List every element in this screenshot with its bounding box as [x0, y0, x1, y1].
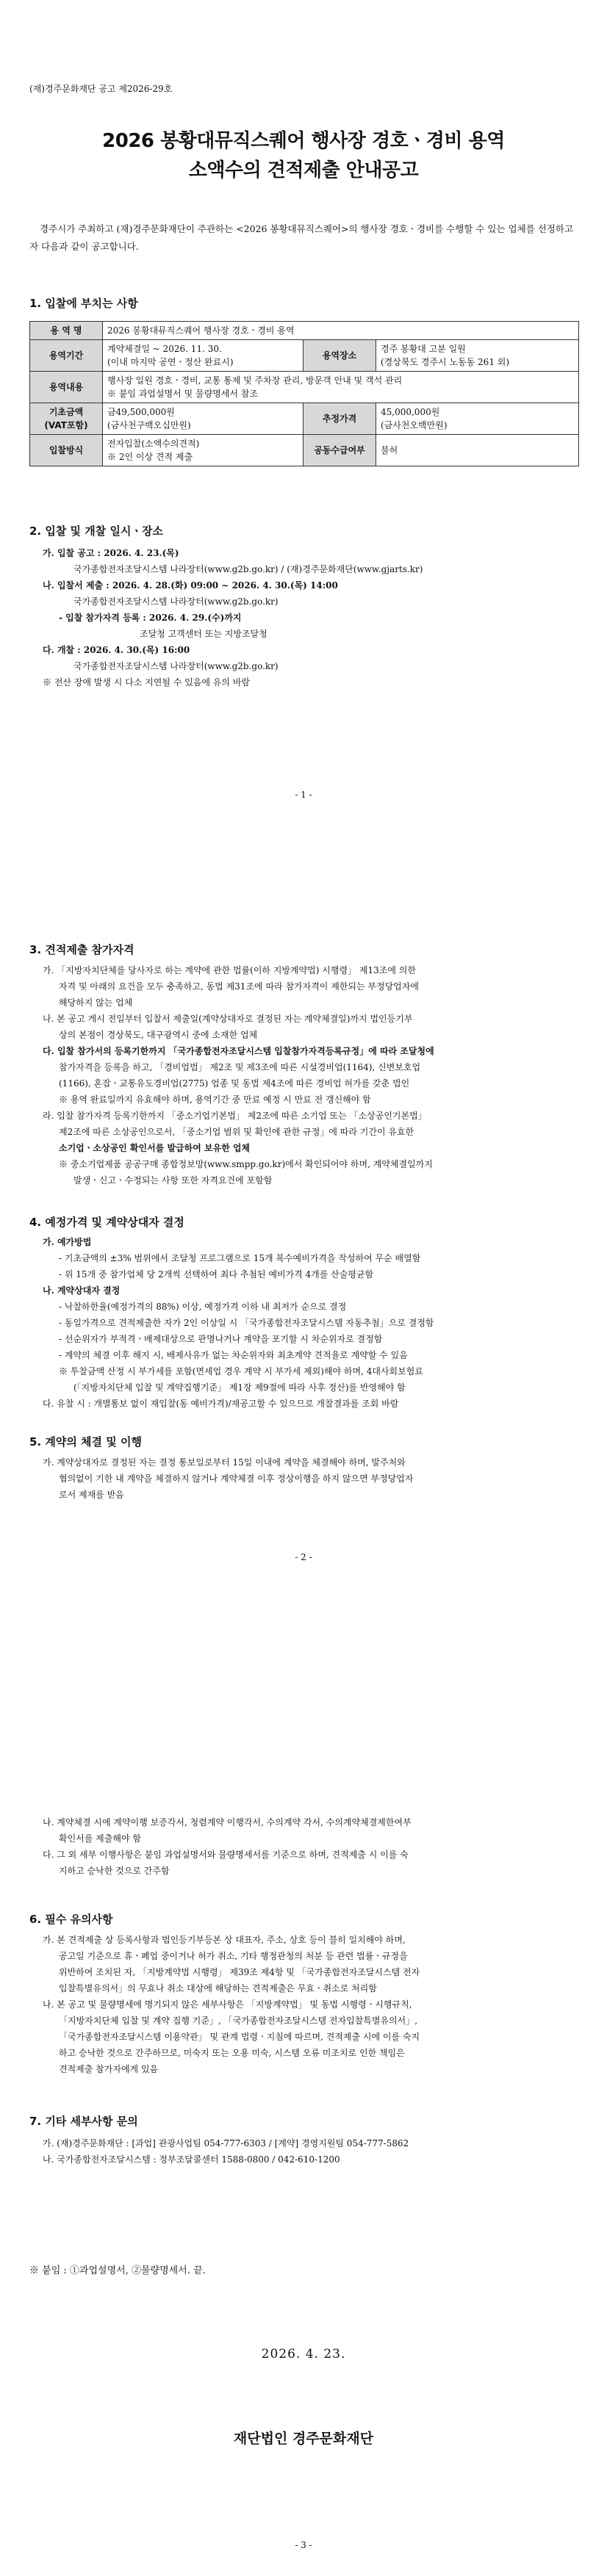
cell-line: 행사장 일원 경호ㆍ경비, 교통 통제 및 주차장 관리, 방문객 안내 및 객석 관리 [107, 375, 403, 386]
table-row [30, 372, 579, 403]
list-item: 가. 예가방법 [43, 1237, 92, 1247]
list-item: 「지방자치단체 입찰 및 계약 집행 기준」, 「국가종합전자조달시스템 전자입찰특별유의서」, [59, 2016, 418, 2026]
list-item: 참가자격을 등록을 하고, 「경비업법」 제2조 및 제3조에 따른 시설경비업(1164), 신변보호업 [59, 1062, 421, 1072]
table-header: 입찰방식 [30, 435, 103, 466]
list-item: 해당하지 않는 업체 [59, 997, 133, 1008]
organization-name: 재단법인 경주문화재단 [233, 2431, 374, 2447]
list-item: 가. 입찰 공고 : 2026. 4. 23.(목) [43, 548, 179, 558]
page-number: - 3 - [295, 2540, 312, 2550]
section-5-body [29, 1454, 578, 1503]
table-header: 용역장소 [304, 340, 376, 372]
list-item: - 낙찰하한율(예정가격의 88%) 이상, 예정가격 이하 내 최저가 순으로 결정 [59, 1302, 347, 1312]
section-4-heading: 4. 예정가격 및 계약상대자 결정 [29, 1216, 184, 1229]
note: ※ 투찰금액 산정 시 부가세를 포함(면세업 경우 계약 시 부가세 제외)해야 하며, 4대사회보험료 [59, 1366, 423, 1377]
table-row [30, 403, 579, 435]
list-item: 나. 계약상대자 결정 [43, 1285, 121, 1296]
page-number: - 1 - [295, 790, 312, 800]
list-item: 공고일 기준으로 휴ㆍ폐업 중이거나 허가 취소, 기타 행정관청의 처분 등 관련 법률ㆍ규정을 [59, 1951, 408, 1961]
section-3-heading: 3. 견적제출 참가자격 [29, 943, 134, 956]
cell-line: (금사천오백만원) [381, 420, 448, 430]
note: ※ 용역 완료일까지 유효해야 하며, 용역기간 중 만료 예정 시 만료 전 갱신해야 함 [59, 1094, 371, 1105]
note: ※ 중소기업제품 공공구매 종합정보망(www.smpp.go.kr)에서 확인되어야 하며, 계약체결일까지 [59, 1159, 433, 1169]
section-2-body [29, 545, 578, 690]
table-cell [376, 403, 579, 435]
list-item: 국가종합전자조달시스템 나라장터(www.g2b.go.kr) / (재)경주문화재단(www.gjarts.kr) [73, 564, 423, 574]
section-6-body [29, 1932, 578, 2077]
list-item: 하고 승낙한 것으로 간주하므로, 미숙지 또는 오용 미숙, 시스템 오류 미조치로 인한 책임은 [59, 2048, 405, 2058]
section-2-heading: 2. 입찰 및 개찰 일시ㆍ장소 [29, 524, 163, 538]
list-item: 다. 개찰 : 2026. 4. 30.(목) 16:00 [43, 645, 190, 655]
section-5-heading: 5. 계약의 체결 및 이행 [29, 1435, 142, 1448]
table-row [30, 322, 579, 340]
cell-line: (금사천구백오십만원) [107, 420, 191, 430]
section-3-body [29, 962, 578, 1188]
list-item: (1166), 혼잡ㆍ교통유도경비업(2775) 업종 및 동법 제4조에 따른 경비업 허가를 갖춘 법인 [59, 1078, 410, 1089]
issue-date: 2026. 4. 23. [261, 2347, 346, 2362]
cell-line: ※ 2인 이상 견적 제출 [107, 452, 193, 462]
list-item: 다. 유찰 시 : 개별통보 없이 재입찰(동 예비가격)/재공고할 수 있으므로 개찰결과를 조회 바람 [43, 1399, 399, 1409]
list-item: 국가종합전자조달시스템 나라장터(www.g2b.go.kr) [73, 596, 279, 607]
list-item: 위반하여 조치된 자, 「지방계약법 시행령」 제39조 제4항 및 「국가종합전자조달시스템 전자 [59, 1967, 420, 1977]
table-cell [103, 403, 304, 435]
list-item: 가. 「지방자치단체를 당사자로 하는 계약에 관한 법률(이하 지방계약법) 시행령」 제13조에 의한 [43, 965, 416, 975]
table-cell [103, 372, 579, 403]
list-item: 나. 입찰서 제출 : 2026. 4. 28.(화) 09:00 ~ 2026. 4. 30.(목) 14:00 [43, 580, 338, 591]
list-item: 나. 본 공고 및 물량명세에 명기되지 않은 세부사항은 「지방계약법」 및 동법 시행령ㆍ시행규칙, [43, 1999, 412, 2010]
table-header: 용역기간 [30, 340, 103, 372]
list-item: - 위 15개 중 참가업체 당 2개씩 선택하여 최다 추첨된 예비가격 4개를 산술평균함 [59, 1269, 374, 1280]
list-item: 나. 계약체결 시에 계약이행 보증각서, 청렴계약 이행각서, 수의계약 각서, 수의계약체결제한여부 [43, 1817, 412, 1828]
note: ※ 전산 장애 발생 시 다소 지연될 수 있음에 유의 바람 [43, 677, 250, 688]
section-7-heading: 7. 기타 세부사항 문의 [29, 2115, 138, 2128]
section-5-continued [29, 1814, 578, 1879]
cell-line: 계약체결일 ~ 2026. 11. 30. [107, 344, 222, 354]
cell-line: (이내 마지막 공연ㆍ정산 완료시) [107, 357, 234, 367]
table-cell [376, 340, 579, 372]
list-item: 나. 본 공고 게시 전일부터 입찰서 제출일(계약상대자로 결정된 자는 계약체결일)까지 법인등기부 [43, 1014, 413, 1024]
table-row [30, 340, 579, 372]
list-item: 나. 국가종합전자조달시스템 : 정부조달콜센터 1588-0800 / 042-610-1200 [43, 2154, 340, 2165]
list-item: 가. (재)경주문화재단 : [과업] 관광사업팀 054-777-6303 / [계약] 경영지원팀 054-777-5862 [43, 2138, 409, 2149]
attachment-note: ※ 붙임 : ①과업설명서, ②물량명세서. 끝. [29, 2265, 206, 2276]
list-item: 라. 입찰 참가자격 등록기한까지 「중소기업기본법」 제2조에 따른 소기업 또는 「소상공인기본법」 [43, 1111, 427, 1121]
page-title [0, 126, 607, 185]
list-item: 가. 본 견적제출 상 등록사항과 법인등기부등본 상 대표자, 주소, 상호 등이 블히 일치해야 하며, [43, 1935, 406, 1945]
note: (「지방자치단체 입찰 및 계약집행기준」 제1장 제9절에 따라 사후 정산)를 반영해야 함 [73, 1382, 406, 1393]
table-header: 용역내용 [30, 372, 103, 403]
notice-number: (재)경주문화재단 공고 제2026-29호 [29, 84, 173, 94]
list-item: 입찰특별유의서」의 무효나 취소 대상에 해당하는 견적제출은 무효ㆍ취소로 처리함 [59, 1983, 377, 1994]
info-table [29, 321, 579, 466]
title-line-2: 소액수의 견적제출 안내공고 [188, 159, 419, 181]
intro-paragraph: 경주시가 주최하고 (재)경주문화재단이 주관하는 <2026 봉황대뮤직스퀘어>의 행사장 경호ㆍ경비를 수행할 수 있는 업체를 선정하고자 다음과 같이 공고합니다. [29, 223, 574, 252]
list-item: - 입찰 참가자격 등록 : 2026. 4. 29.(수)까지 [59, 613, 242, 623]
list-item: - 계약의 체결 이후 해지 시, 배제사유가 없는 차순위자와 최초계약 견적율로 계약할 수 있음 [59, 1350, 408, 1360]
list-item: 확인서를 제출해야 함 [59, 1833, 141, 1844]
list-item: 자격 및 아래의 요건을 모두 충족하고, 동법 제31조에 따라 참가자격이 제한되는 부정당업자에 [59, 981, 419, 992]
list-item: 소기업ㆍ소상공인 확인서를 발급하여 보유한 업체 [59, 1143, 251, 1153]
list-item: 상의 본점이 경상북도, 대구광역시 중에 소재한 업체 [59, 1030, 258, 1040]
cell-line: (VAT포함) [44, 420, 88, 430]
list-item: 협의없이 기한 내 계약을 체결하지 않거나 계약체결 이후 정상이행을 하지 않으면 부정당업자 [59, 1473, 414, 1484]
section-4-body [29, 1234, 578, 1412]
table-header: 추정가격 [304, 403, 376, 435]
list-item: - 기초금액의 ±3% 범위에서 조달청 프로그램으로 15개 복수예비가격을 작성하여 무순 배열함 [59, 1253, 421, 1263]
section-1-heading: 1. 입찰에 부치는 사항 [29, 297, 138, 310]
list-item: 지하고 승낙한 것으로 간주함 [59, 1866, 170, 1876]
list-item: - 선순위자가 부적격ㆍ배제대상으로 판명나거나 계약을 포기할 시 차순위자로 결정함 [59, 1334, 383, 1344]
cell-line: 금49,500,000원 [107, 407, 175, 417]
table-header: 용 역 명 [30, 322, 103, 340]
cell-line: 경주 봉황대 고분 일원 [381, 344, 466, 354]
list-item: 조달청 고객센터 또는 지방조달청 [140, 629, 267, 639]
cell-line: 기초금액 [49, 407, 84, 417]
page-number: - 2 - [295, 1552, 312, 1562]
table-cell [103, 340, 304, 372]
title-line-1: 2026 봉황대뮤직스퀘어 행사장 경호ㆍ경비 용역 [102, 130, 505, 152]
list-item: 가. 계약상대자로 결정된 자는 결정 통보일로부터 15일 이내에 계약을 체결해야 하며, 발주처와 [43, 1457, 406, 1468]
note: 발생ㆍ신고ㆍ수정되는 사항 또한 자격요건에 포함함 [73, 1175, 273, 1186]
list-item: 로서 제재를 받음 [59, 1490, 124, 1500]
cell-line: 전자입찰(소액수의견적) [107, 439, 200, 449]
table-cell: 불허 [376, 435, 579, 466]
table-row [30, 435, 579, 466]
list-item: - 동일가격으로 견적제출한 자가 2인 이상일 시 「국가종합전자조달시스템 자동추첨」으로 결정함 [59, 1318, 434, 1328]
table-cell [103, 435, 304, 466]
cell-line: (경상북도 경주시 노동동 261 외) [381, 357, 510, 367]
section-7-body [29, 2135, 578, 2168]
cell-line: 45,000,000원 [381, 407, 440, 417]
cell-line: ※ 붙임 과업설명서 및 물량명세서 참조 [107, 389, 258, 399]
list-item: 「국가종합전자조달시스템 이용약관」 및 관계 법령ㆍ지침에 따르며, 견적제출 시에 이를 숙지 [59, 2032, 420, 2042]
table-header [30, 403, 103, 435]
table-cell: 2026 봉황대뮤직스퀘어 행사장 경호ㆍ경비 용역 [103, 322, 579, 340]
list-item: 견적제출 참가자에게 있음 [59, 2064, 159, 2074]
list-item: 다. 그 외 세부 이행사항은 붙임 과업설명서와 물량명세서를 기준으로 하며, 견적제출 시 이를 숙 [43, 1850, 409, 1860]
table-header: 공동수급여부 [304, 435, 376, 466]
list-item: 국가종합전자조달시스템 나라장터(www.g2b.go.kr) [73, 661, 279, 671]
list-item: 제2조에 따른 소상공인으로서, 「중소기업 범위 및 확인에 관한 규정」에 따라 기간이 유효한 [59, 1127, 414, 1137]
section-6-heading: 6. 필수 유의사항 [29, 1913, 113, 1926]
list-item: 다. 입찰 참가서의 등록기한까지 「국가종합전자조달시스템 입찰참가자격등록규정」에 따라 조달청에 [43, 1046, 434, 1056]
